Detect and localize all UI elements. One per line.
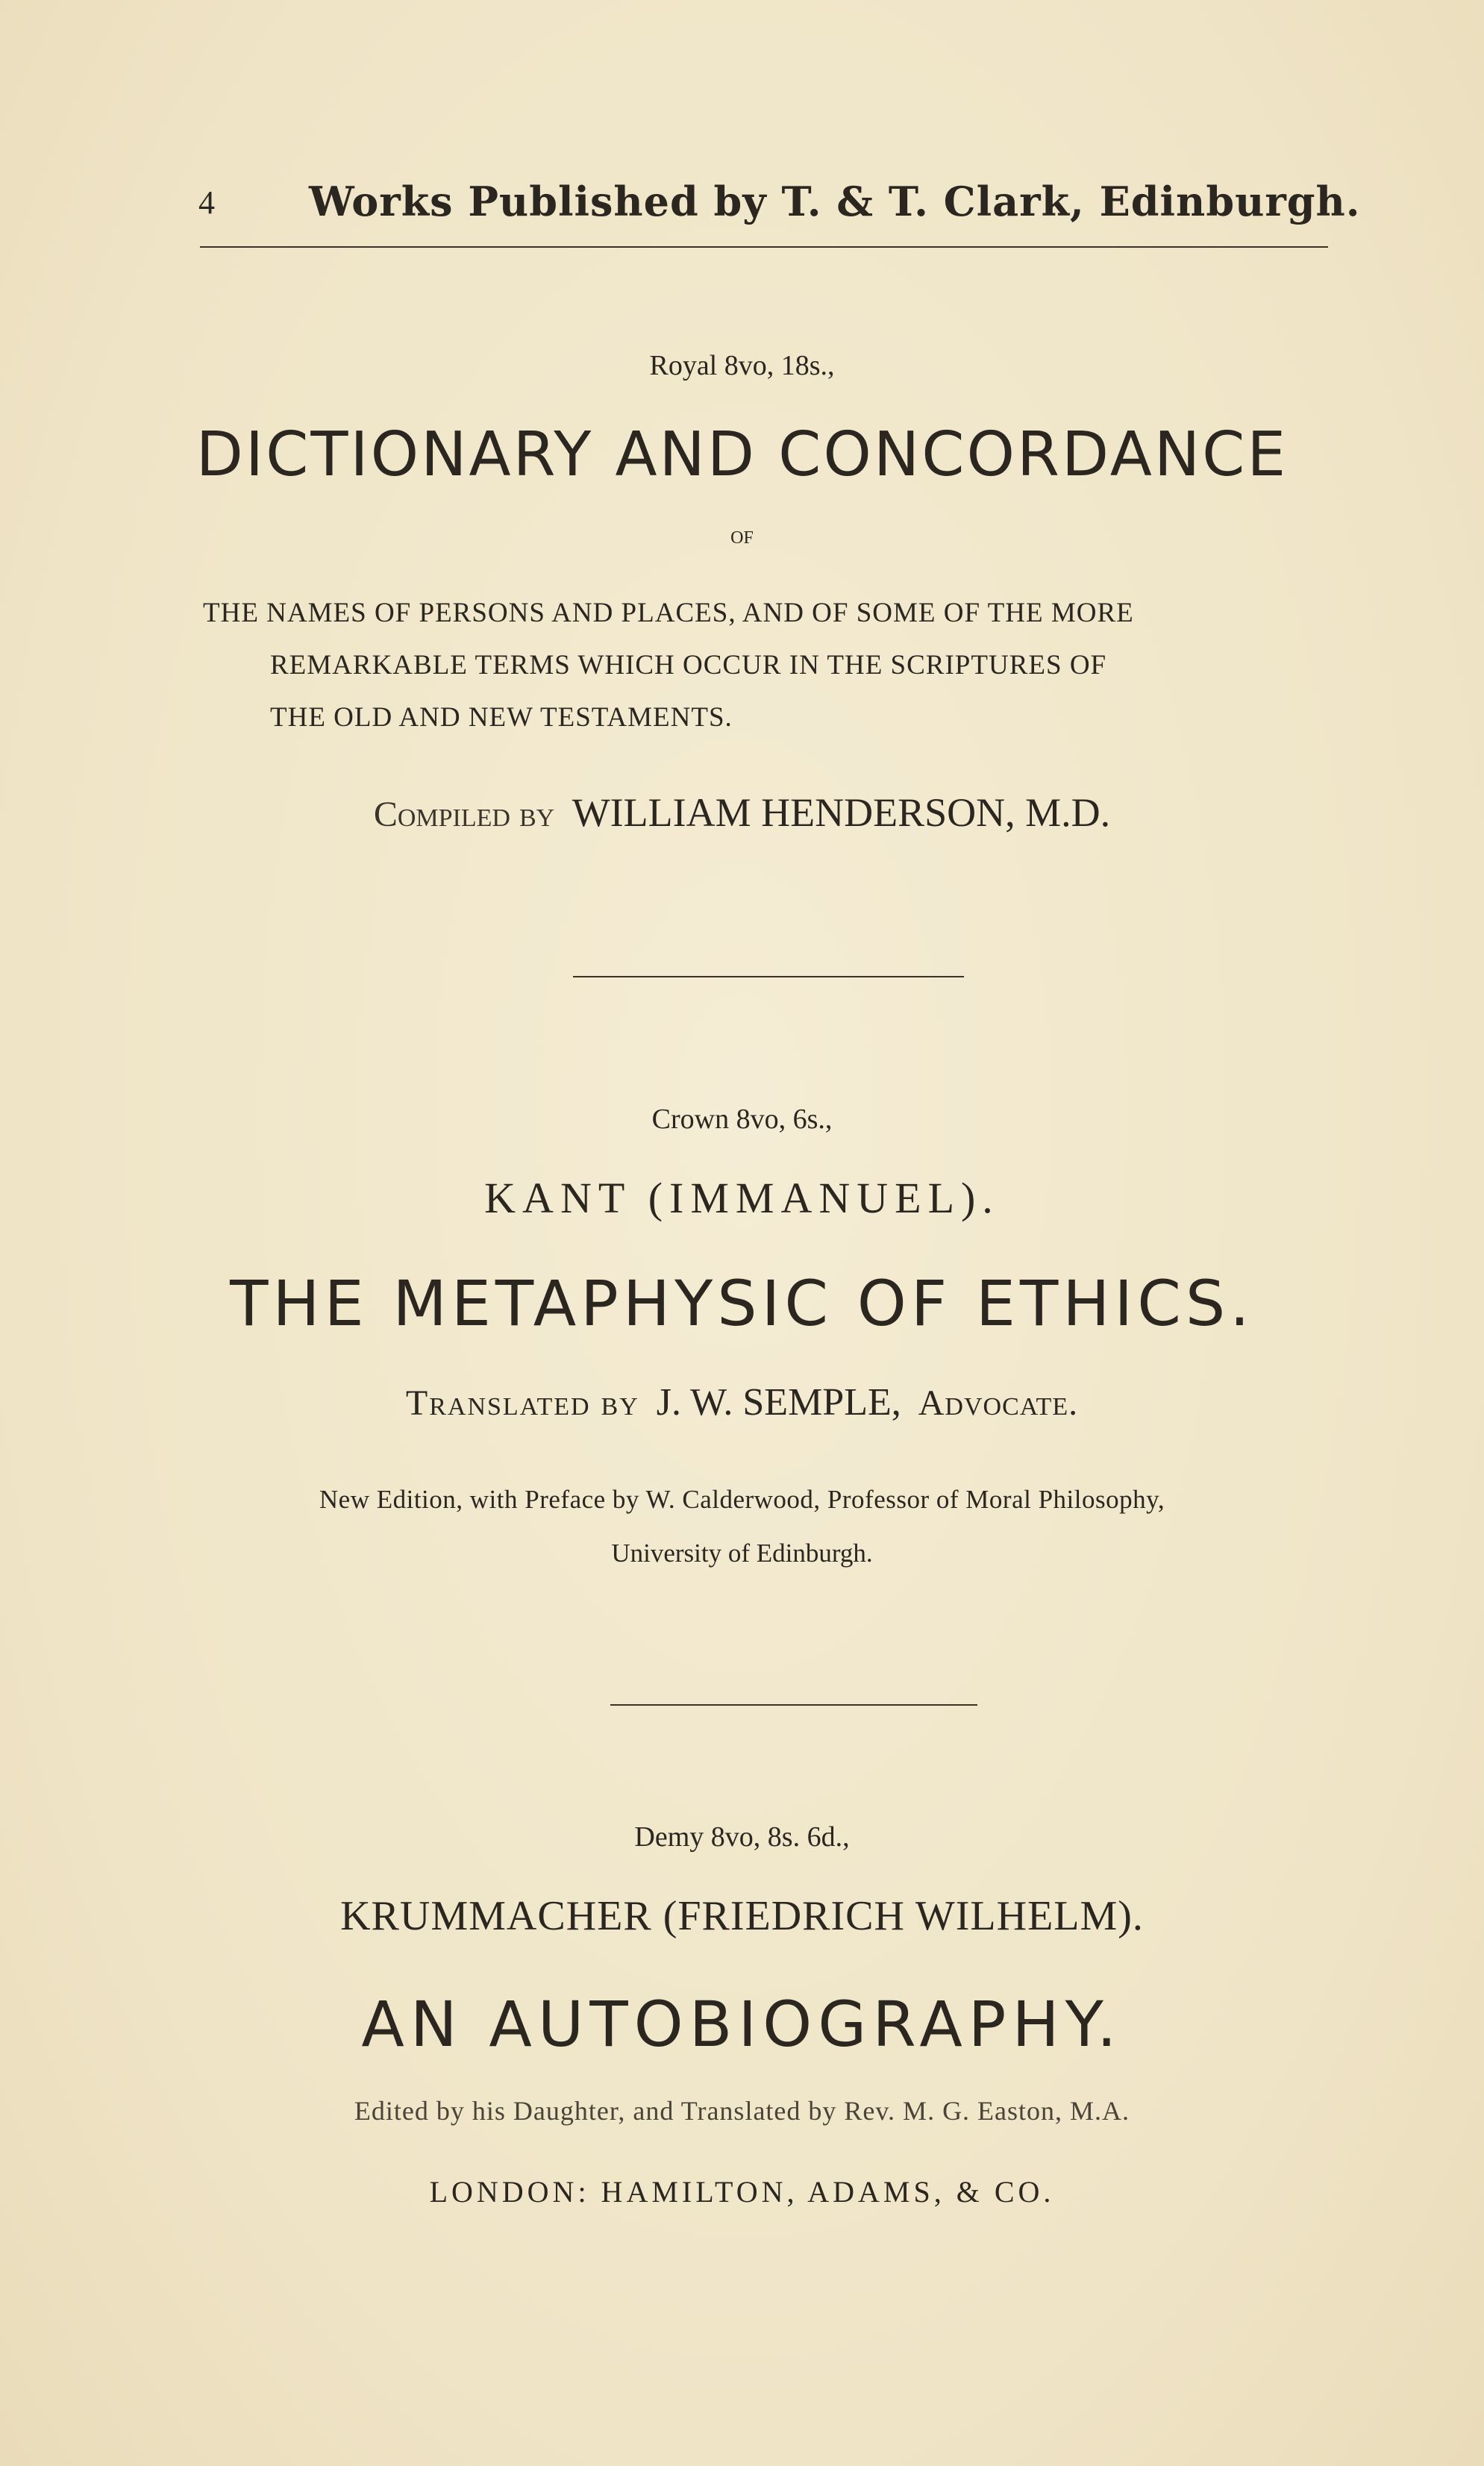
section-divider (610, 1704, 977, 1706)
entry1-description-line: REMARKABLE TERMS WHICH OCCUR IN THE SCRIPTURES OF (270, 650, 1107, 680)
entry2-credit (0, 1380, 1484, 1424)
entry2-author: KANT (IMMANUEL). (484, 1174, 1000, 1222)
entry3-note: Edited by his Daughter, and Translated by Rev. M. G. Easton, M.A. (354, 2096, 1130, 2126)
entry1-format: Royal 8vo, 18s., (649, 350, 835, 381)
entry2-credit-name: J. W. SEMPLE, (656, 1381, 901, 1424)
entry3-author: KRUMMACHER (FRIEDRICH WILHELM). (340, 1893, 1144, 1939)
entry3-format: Demy 8vo, 8s. 6d., (634, 1821, 850, 1853)
header-rule (200, 246, 1328, 248)
entry1-credit (0, 789, 1484, 836)
entry2-note-line: University of Edinburgh. (611, 1539, 873, 1568)
entry2-credit-suffix: Advocate. (918, 1383, 1079, 1423)
entry1-title: DICTIONARY AND CONCORDANCE (195, 419, 1289, 490)
entry3-title: AN AUTOBIOGRAPHY. (361, 1988, 1123, 2061)
entry2-note-line: New Edition, with Preface by W. Calderwood, Professor of Moral Philosophy, (319, 1485, 1165, 1514)
entry2-title: THE METAPHYSIC OF ETHICS. (230, 1267, 1254, 1340)
entry1-credit-prefix: Compiled by (373, 795, 555, 834)
entry2-credit-prefix: Translated by (405, 1383, 639, 1423)
section-divider (573, 976, 964, 977)
running-header: Works Published by T. & T. Clark, Edinburgh. (309, 178, 1361, 225)
entry1-of: OF (730, 528, 754, 548)
entry1-credit-name: WILLIAM HENDERSON, M.D. (572, 790, 1111, 835)
entry2-format: Crown 8vo, 6s., (651, 1104, 833, 1135)
entry1-description-line: THE NAMES OF PERSONS AND PLACES, AND OF SOME OF THE MORE (203, 598, 1134, 628)
entry1-description-line: THE OLD AND NEW TESTAMENTS. (270, 702, 733, 733)
publisher-imprint: LONDON: HAMILTON, ADAMS, & CO. (429, 2175, 1055, 2209)
page-number: 4 (198, 184, 215, 221)
